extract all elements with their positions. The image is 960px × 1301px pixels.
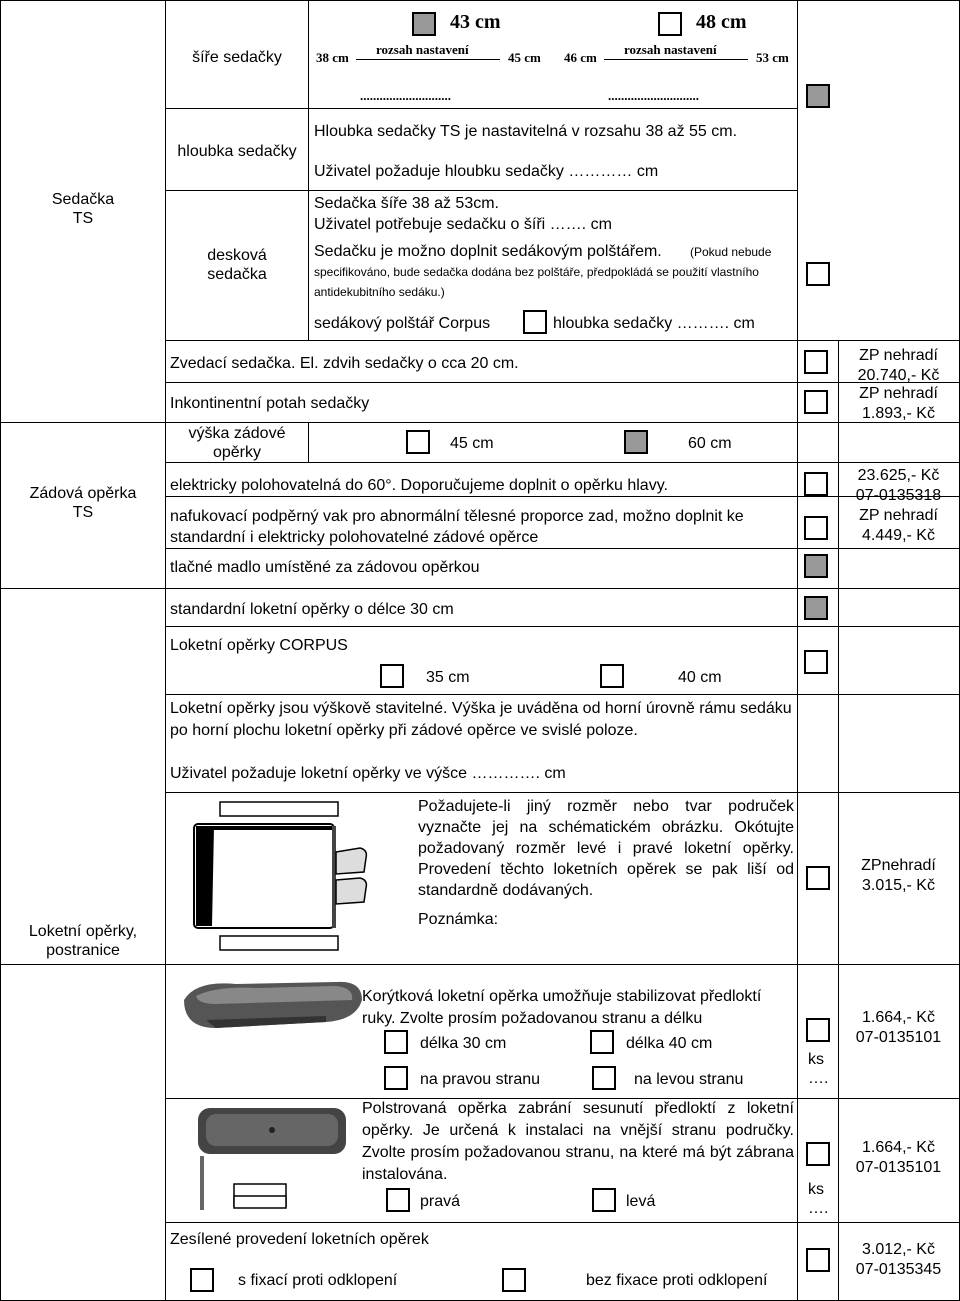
lift-label: Zvedací sedačka. El. zdvih sedačky o cca 20 cm. [170, 355, 519, 372]
width-label: šíře sedačky [192, 49, 282, 66]
range1-max: 45 cm [508, 50, 541, 65]
left-side-label: na levou stranu [634, 1071, 744, 1088]
lift-checkbox[interactable] [804, 350, 828, 374]
d30-checkbox[interactable] [384, 1030, 408, 1054]
board-line1: Sedačka šíře 38 až 53cm. [314, 195, 499, 212]
prava-checkbox[interactable] [386, 1188, 410, 1212]
adjustable-label: Loketní opěrky jsou výškově stavitelné. Výška je uváděna od horní úrovně rámu sedáku po horní plochu loketní opěrky při zádové opěrce ve svislé poloze. [170, 700, 792, 739]
handle-label: tlačné madlo umístěné za zádovou opěrkou [170, 559, 480, 576]
width-43-checkbox[interactable] [412, 12, 436, 36]
width-row-checkbox[interactable] [806, 84, 830, 108]
lift-price2: 20.740,- Kč [857, 367, 940, 384]
airbag-checkbox[interactable] [804, 516, 828, 540]
board-checkbox[interactable] [806, 262, 830, 286]
row-divider-standard [166, 626, 960, 627]
corpus-40-checkbox[interactable] [600, 664, 624, 688]
range1-dots: ............................ [360, 88, 451, 103]
board-line3: Sedačku je možno doplnit sedákovým polštářem. [314, 243, 662, 260]
fix-label: s fixací proti odklopení [238, 1272, 398, 1289]
range2-dots: ............................ [608, 88, 699, 103]
col-divider-2 [308, 0, 309, 340]
incont-label: Inkontinentní potah sedačky [170, 395, 370, 412]
cushion-checkbox[interactable] [523, 310, 547, 334]
lift-price1: ZP nehradí [859, 347, 938, 364]
row-divider-depth-r [308, 190, 797, 191]
row-divider-reqheight [166, 792, 960, 793]
height-label: výška zádové opěrky [188, 425, 286, 462]
armrest-schematic-drawing [184, 800, 374, 952]
section-zadova: Zádová opěrka TS [29, 485, 137, 522]
row-divider-custom [0, 964, 960, 965]
section-loketni: Loketní opěrky, postranice [28, 923, 138, 960]
height-45-checkbox[interactable] [406, 430, 430, 454]
row-divider-width-r [308, 108, 797, 109]
row-divider-sedacka [0, 422, 166, 423]
corpus-40-label: 40 cm [678, 669, 722, 686]
col-divider-3 [797, 0, 798, 1301]
range1-arrow [356, 59, 500, 60]
corpus-arm-label: Loketní opěrky CORPUS [170, 637, 348, 654]
row-divider-corpus [166, 694, 960, 695]
range2-arrow [604, 59, 748, 60]
padded-ks: ks …. [808, 1181, 829, 1218]
width-48-checkbox[interactable] [658, 12, 682, 36]
reinf-price1: 3.012,- Kč [862, 1241, 935, 1258]
depth-line1: Hloubka sedačky TS je nastavitelná v rozsahu 38 až 55 cm. [314, 123, 738, 140]
custom-checkbox[interactable] [806, 866, 830, 890]
padded-armrest-image [194, 1100, 354, 1212]
row-divider-airbag [166, 548, 960, 549]
nofix-checkbox[interactable] [502, 1268, 526, 1292]
custom-label: Požadujete-li jiný rozměr nebo tvar područek vyznačte jej na schématickém obrázku. Okótujte požadovaný rozměr levé i pravé loketní opěrky. Provedení těchto loketních opěrek se pak liší od standardně dodávaných. [418, 798, 794, 899]
row-divider-width [166, 108, 308, 109]
range1-min: 38 cm [316, 50, 349, 65]
leva-label: levá [626, 1193, 656, 1210]
incont-price2: 1.893,- Kč [862, 405, 935, 422]
width-48-label: 48 cm [696, 11, 747, 33]
height-45-label: 45 cm [450, 435, 494, 452]
range2-max: 53 cm [756, 50, 789, 65]
col-divider-height [308, 422, 309, 462]
trough-checkbox[interactable] [806, 1018, 830, 1042]
corpus-arm-checkbox[interactable] [804, 650, 828, 674]
row-divider-padded [166, 1222, 960, 1223]
custom-price2: 3.015,- Kč [862, 877, 935, 894]
prava-label: pravá [420, 1193, 461, 1210]
req-height-label: Uživatel požaduje loketní opěrky ve výšce …………. cm [170, 765, 566, 782]
trough-label: Korýtková loketní opěrka umožňuje stabilizovat předloktí ruky. Zvolte prosím požadovanou stranu a délku [362, 988, 762, 1027]
airbag-price1: ZP nehradí [859, 507, 938, 524]
range2-min: 46 cm [564, 50, 597, 65]
range1-label: rozsah nastavení [376, 42, 469, 57]
standard-arm-label: standardní loketní opěrky o délce 30 cm [170, 601, 454, 618]
row-divider-depth [166, 190, 308, 191]
board-label: desková sedačka [207, 247, 267, 284]
padded-checkbox[interactable] [806, 1142, 830, 1166]
board-line2: Uživatel potřebuje sedačku o šíři ……. cm [314, 216, 612, 233]
width-43-label: 43 cm [450, 11, 501, 33]
corpus-35-label: 35 cm [426, 669, 470, 686]
right-side-checkbox[interactable] [384, 1066, 408, 1090]
board-note: (Pokud nebude specifikováno, bude sedačka dodána bez polštáře, předpokládá se použití vlastního antidekubitního sedáku.) [314, 245, 772, 299]
standard-arm-checkbox[interactable] [804, 596, 828, 620]
reinforced-checkbox[interactable] [806, 1248, 830, 1272]
reinforced-label: Zesílené provedení loketních opěrek [170, 1231, 429, 1248]
padded-price1: 1.664,- Kč [862, 1139, 935, 1156]
leva-checkbox[interactable] [592, 1188, 616, 1212]
incont-price1: ZP nehradí [859, 385, 938, 402]
nofix-label: bez fixace proti odklopení [586, 1272, 768, 1289]
electric-price1: 23.625,- Kč [857, 467, 940, 484]
poznamka-label: Poznámka: [418, 911, 499, 928]
row-divider-seat-end [166, 340, 960, 341]
d40-label: délka 40 cm [626, 1035, 713, 1052]
fix-checkbox[interactable] [190, 1268, 214, 1292]
depth-label: hloubka sedačky [177, 143, 297, 160]
trough-ks: ks …. [808, 1051, 829, 1088]
handle-checkbox[interactable] [804, 554, 828, 578]
electric-checkbox[interactable] [804, 472, 828, 496]
trough-price1: 1.664,- Kč [862, 1009, 935, 1026]
airbag-label: nafukovací podpěrný vak pro abnormální tělesné proporce zad, možno doplnit ke standardní i elektricky polohovatelné zádové opěrce [170, 508, 744, 546]
padded-price2: 07-0135101 [855, 1159, 942, 1176]
section-sedacka: Sedačka TS [51, 191, 115, 228]
table-border-top [0, 0, 960, 1]
reinf-price2: 07-0135345 [855, 1261, 942, 1278]
trough-price2: 07-0135101 [855, 1029, 942, 1046]
cushion-depth: hloubka sedačky ………. cm [553, 315, 755, 332]
electric-price2: 07-0135318 [855, 487, 942, 504]
height-60-label: 60 cm [688, 435, 732, 452]
depth-line2: Uživatel požaduje hloubku sedačky ………… cm [314, 163, 659, 180]
airbag-price2: 4.449,- Kč [862, 527, 935, 544]
height-60-checkbox[interactable] [624, 430, 648, 454]
left-side-checkbox[interactable] [592, 1066, 616, 1090]
right-side-label: na pravou stranu [420, 1071, 541, 1088]
custom-price1: ZPnehradí [861, 857, 936, 874]
cushion-label: sedákový polštář Corpus [314, 315, 491, 332]
trough-armrest-image [176, 970, 366, 1040]
row-divider-zadova [0, 588, 960, 589]
d40-checkbox[interactable] [590, 1030, 614, 1054]
incont-checkbox[interactable] [804, 390, 828, 414]
d30-label: délka 30 cm [420, 1035, 507, 1052]
corpus-35-checkbox[interactable] [380, 664, 404, 688]
padded-label: Polstrovaná opěrka zabrání sesunutí předloktí z loketní opěrky. Je určená k instalaci na vnější stranu područky. Zvolte prosím požadovanou stranu, na které má být zábrana instalována. [362, 1100, 794, 1183]
electric-label: elektricky polohovatelná do 60°. Doporučujeme doplnit o opěrku hlavy. [170, 477, 668, 494]
range2-label: rozsah nastavení [624, 42, 717, 57]
